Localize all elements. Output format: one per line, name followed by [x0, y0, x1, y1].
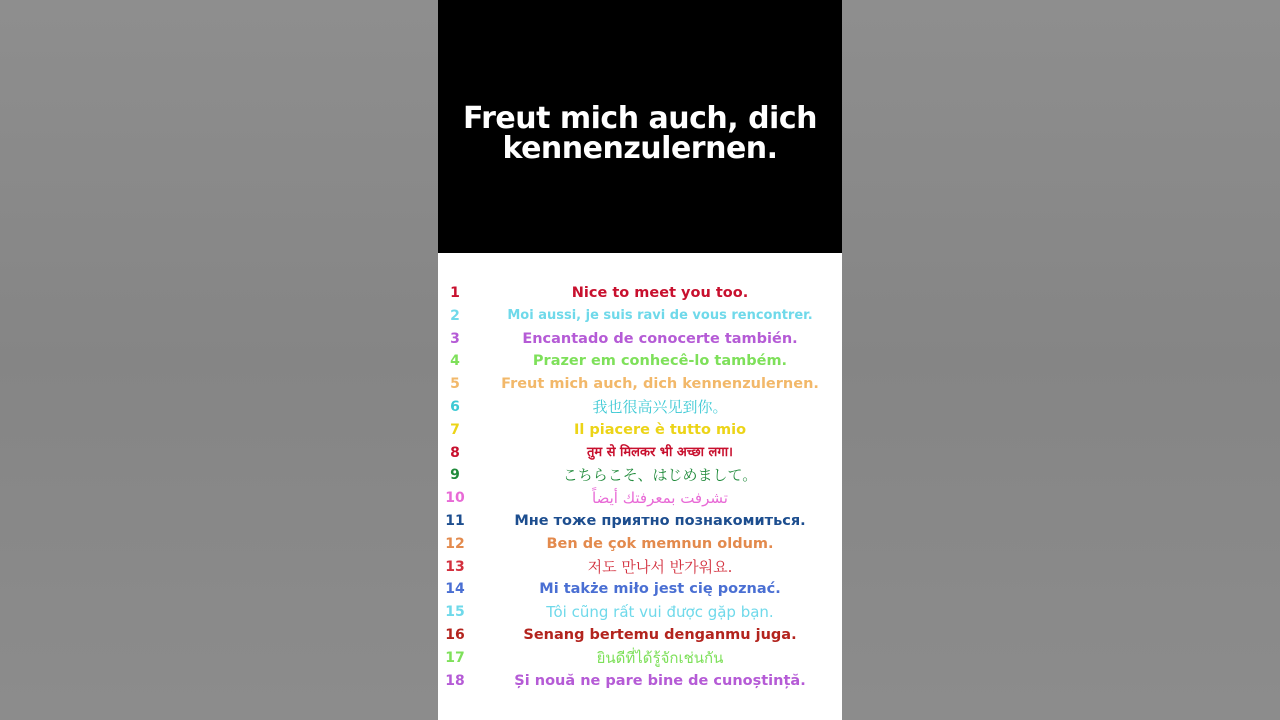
item-number: 10	[445, 490, 465, 507]
item-text: Nice to meet you too.	[571, 285, 749, 301]
list-item	[438, 373, 842, 396]
item-number: 12	[445, 535, 465, 552]
item-number: 4	[450, 353, 460, 370]
item-number: 9	[450, 467, 460, 484]
item-text: ยินดีที่ได้รู้จักเช่นกัน	[596, 648, 724, 667]
list-item	[438, 350, 842, 373]
item-number: 11	[445, 512, 465, 529]
list-item	[438, 282, 842, 305]
item-number: 18	[445, 672, 465, 689]
list-item	[438, 305, 842, 328]
item-text: 我也很高兴见到你。	[592, 397, 728, 416]
list-item	[438, 647, 842, 670]
item-text: तुम से मिलकर भी अच्छा लगा।	[587, 444, 733, 460]
item-text: Encantado de conocerte también.	[522, 330, 798, 347]
item-text: Ben de çok memnun oldum.	[546, 535, 774, 552]
item-text: Tôi cũng rất vui được gặp bạn.	[546, 603, 774, 622]
item-text: Мне тоже приятно познакомиться.	[514, 512, 806, 529]
blurred-background-right	[842, 0, 1280, 720]
item-text: こちらこそ、はじめまして。	[562, 466, 758, 485]
item-text: 저도 만나서 반가워요.	[587, 557, 733, 576]
headline-panel	[438, 0, 842, 253]
list-item	[438, 487, 842, 510]
item-number: 7	[450, 421, 460, 438]
item-number: 8	[450, 444, 460, 461]
item-text: Și nouă ne pare bine de cunoștință.	[514, 672, 806, 689]
item-text: Moi aussi, je suis ravi de vous rencontrer.	[507, 307, 813, 323]
blurred-background-left	[0, 0, 438, 720]
item-number: 3	[450, 330, 460, 347]
item-text: Freut mich auch, dich kennenzulernen.	[501, 376, 819, 393]
item-text: Il piacere è tutto mio	[573, 421, 747, 438]
item-number: 1	[450, 285, 460, 301]
item-number: 17	[445, 649, 465, 666]
list-item	[438, 670, 842, 693]
list-item	[438, 556, 842, 579]
list-item	[438, 510, 842, 533]
item-number: 2	[450, 307, 460, 324]
item-text: Mi także miło jest cię poznać.	[539, 581, 781, 598]
item-number: 14	[445, 581, 465, 598]
item-number: 6	[450, 398, 460, 415]
list-item	[438, 464, 842, 487]
item-number: 5	[450, 376, 460, 393]
list-item	[438, 533, 842, 556]
list-item	[438, 578, 842, 601]
item-number: 16	[445, 626, 465, 643]
list-item	[438, 419, 842, 442]
item-text: Prazer em conhecê-lo também.	[532, 353, 788, 370]
list-item	[438, 601, 842, 624]
list-item	[438, 442, 842, 465]
item-text: Senang bertemu denganmu juga.	[523, 626, 797, 643]
list-item	[438, 624, 842, 647]
headline-text: Freut mich auch, dich kennenzulernen.	[463, 101, 817, 166]
item-number: 13	[445, 558, 465, 575]
list-item	[438, 328, 842, 351]
item-text: تشرفت بمعرفتك أيضاً	[592, 489, 728, 508]
translation-list	[438, 282, 842, 692]
item-number: 15	[445, 604, 465, 621]
video-frame	[438, 0, 842, 720]
list-item	[438, 396, 842, 419]
